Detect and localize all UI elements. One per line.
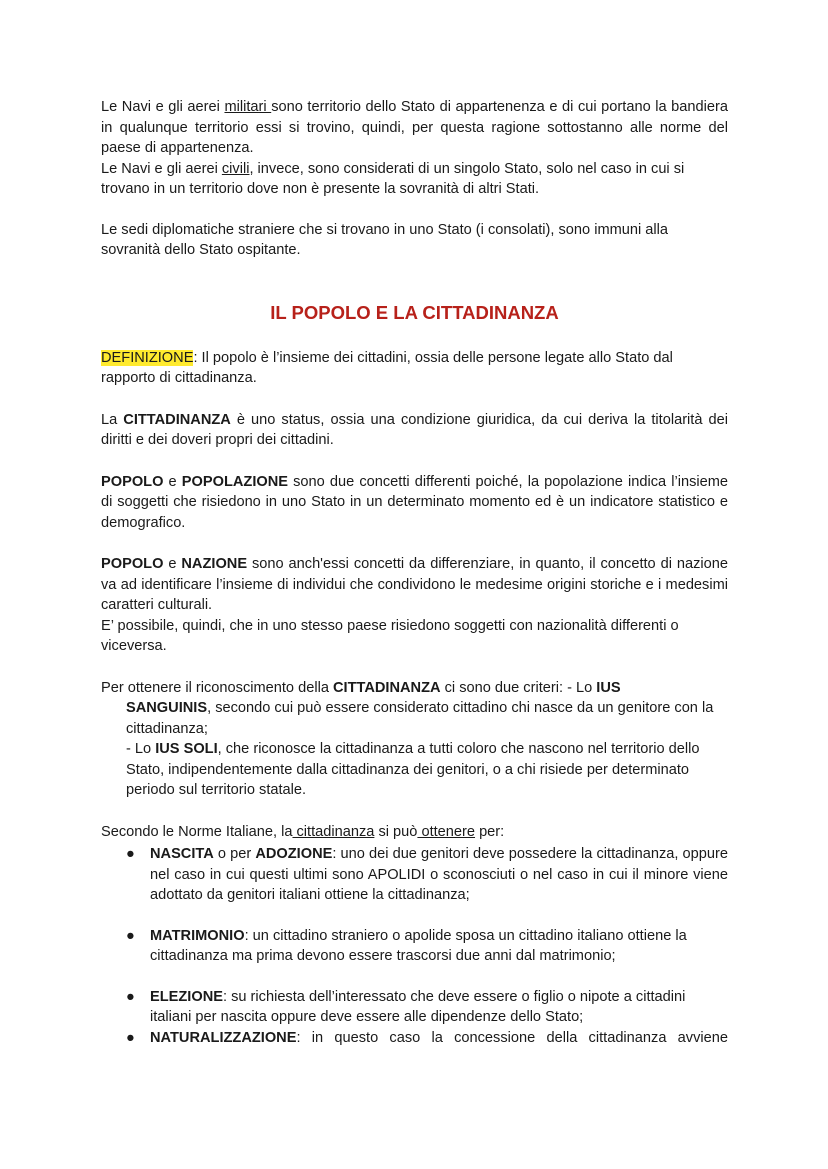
paragraph-criteri bbox=[101, 678, 728, 699]
text: Secondo le Norme Italiane, la bbox=[101, 823, 293, 840]
list-item bbox=[101, 1028, 728, 1049]
paragraph-nazione bbox=[101, 554, 728, 616]
text: o per bbox=[213, 846, 256, 862]
document-page bbox=[101, 97, 728, 1048]
bold-term: IUS SOLI bbox=[155, 741, 218, 757]
bold-term: CITTADINANZA bbox=[333, 679, 441, 696]
bold-term: NASCITA bbox=[150, 846, 214, 862]
text: , secondo cui può essere considerato cittadino chi nasce da un genitore con la cittadinanza; bbox=[126, 700, 714, 737]
text: , che riconosce la cittadinanza a tutti coloro che nascono nel territorio dello Stato, indipendentemente dalla cittadinanza dei genitori, o a chi risiede per determinato periodo sul territorio statale. bbox=[126, 741, 700, 798]
text: Per ottenere il riconoscimento della bbox=[101, 679, 333, 696]
text: : un cittadino straniero o apolide sposa un cittadino italiano ottiene la cittadinanza ma prima devono essere trascorsi due anni dal matrimonio; bbox=[150, 927, 687, 964]
paragraph-popolazione bbox=[101, 472, 728, 534]
text: è uno status, ossia una condizione giuridica, da cui deriva la titolarità dei diritti e dei doveri propri dei cittadini. bbox=[101, 411, 728, 448]
bold-term: POPOLAZIONE bbox=[181, 473, 288, 490]
text: e bbox=[163, 556, 182, 572]
text: ci sono due criteri: - Lo bbox=[440, 679, 597, 696]
paragraph-nazionalita: E’ possibile, quindi, che in uno stesso paese risiedono soggetti con nazionalità differenti o viceversa. bbox=[101, 617, 679, 654]
text: per: bbox=[475, 823, 505, 840]
highlighted-label: DEFINIZIONE bbox=[101, 349, 194, 366]
section-title: IL POPOLO E LA CITTADINANZA bbox=[270, 301, 559, 323]
bold-term: NATURALIZZAZIONE bbox=[150, 1029, 297, 1046]
paragraph-sedi-diplomatiche: Le sedi diplomatiche straniere che si trovano in uno Stato (i consolati), sono immuni alla sovranità dello Stato ospitante. bbox=[101, 221, 669, 258]
bold-term: POPOLO bbox=[101, 473, 164, 490]
text: e bbox=[163, 473, 182, 490]
paragraph-navi-militari bbox=[101, 97, 728, 159]
criterio-ius-soli bbox=[101, 739, 728, 801]
bold-term: MATRIMONIO bbox=[150, 927, 245, 944]
text: sono territorio dello Stato di appartenenza e di cui portano la bandiera in qualunque territorio essi si trovino, quindi, per questa ragione sottostanno alle norme del paese di appartenenza. bbox=[101, 99, 728, 156]
underlined-text: militari bbox=[224, 99, 272, 115]
text: invece, sono considerati di un singolo Stato, solo nel caso in cui si trovano in un territorio dove non è presente la sovranità di altri Stati. bbox=[101, 160, 685, 197]
bold-term: CITTADINANZA bbox=[123, 411, 231, 428]
text: sono due concetti differenti poiché, la popolazione indica l’insieme di soggetti che risiedono in uno Stato in un determinato momento ed è un indicatore statistico e demografico. bbox=[101, 473, 728, 531]
list-item bbox=[101, 844, 728, 906]
bold-term: POPOLO bbox=[101, 556, 164, 572]
text: : in questo caso la concessione della cittadinanza avviene bbox=[296, 1029, 728, 1046]
text: : Il popolo è l’insieme dei cittadini, ossia delle persone legate allo Stato dal rapporto di cittadinanza. bbox=[101, 349, 673, 386]
text: La bbox=[101, 411, 124, 428]
bold-term: SANGUINIS bbox=[126, 700, 208, 716]
text: - Lo bbox=[126, 741, 156, 757]
paragraph-definizione bbox=[101, 348, 728, 389]
list-item bbox=[101, 987, 728, 1028]
paragraph-navi-civili bbox=[101, 159, 728, 200]
bold-term: ELEZIONE bbox=[150, 988, 223, 1005]
text: si può bbox=[374, 823, 418, 840]
bullet-icon: ● bbox=[126, 927, 135, 944]
bullet-list bbox=[101, 844, 728, 1048]
bullet-icon: ● bbox=[126, 988, 135, 1005]
text: : uno dei due genitori deve possedere la cittadinanza, oppure nel caso in cui questi ultimi sono APOLIDI o sconosciuti o nel caso in cui il minore viene adottato da genitori italiani ottiene la cittadinanza; bbox=[150, 846, 728, 903]
text: : su richiesta dell’interessato che deve essere o figlio o nipote a cittadini italiani per nascita oppure deve essere alle dipendenze dello Stato; bbox=[150, 988, 686, 1025]
paragraph-norme-italiane bbox=[101, 822, 728, 843]
bold-term: ADOZIONE bbox=[255, 846, 333, 862]
text: sono anch'essi concetti da differenziare, in quanto, il concetto di nazione va ad identificare l’insieme di individui che condividono le medesime origini storiche e i medesimi caratteri culturali. bbox=[101, 556, 728, 613]
criterio-ius-sanguinis bbox=[101, 698, 728, 739]
underlined-text: ottenere bbox=[417, 823, 476, 840]
bold-term: IUS bbox=[596, 679, 621, 696]
underlined-text: civili, bbox=[221, 160, 254, 177]
bold-term: NAZIONE bbox=[181, 556, 248, 572]
bullet-icon: ● bbox=[126, 1029, 135, 1046]
text: Le Navi e gli aerei bbox=[101, 160, 222, 177]
list-item bbox=[101, 926, 728, 967]
text: Le Navi e gli aerei bbox=[101, 99, 225, 115]
underlined-text: cittadinanza bbox=[292, 823, 375, 840]
bullet-icon: ● bbox=[126, 846, 135, 862]
paragraph-cittadinanza bbox=[101, 410, 728, 451]
